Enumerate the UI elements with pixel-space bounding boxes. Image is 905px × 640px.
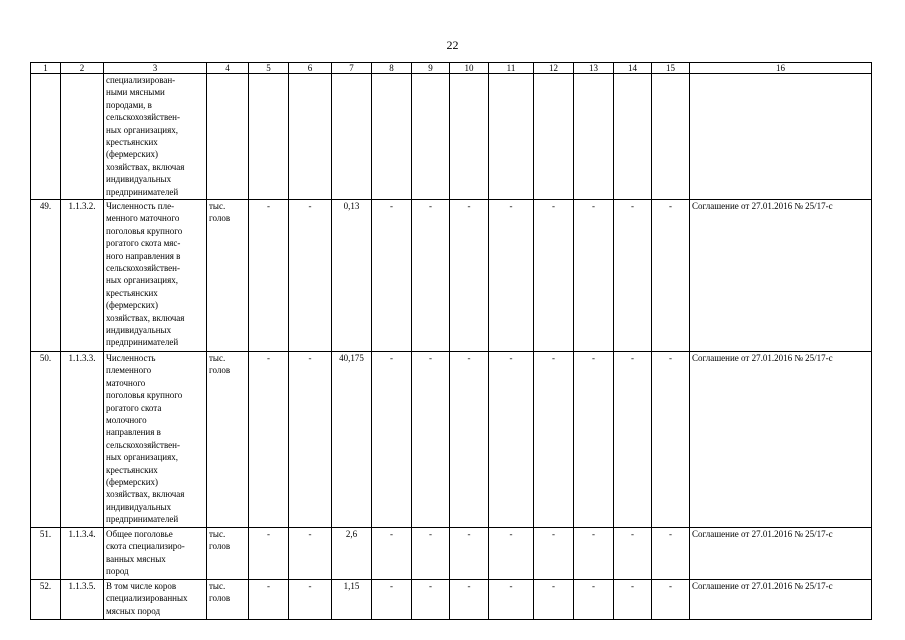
row-number: 52.: [31, 580, 61, 620]
value-cell: -: [450, 580, 489, 620]
indicator-code: 1.1.3.2.: [61, 200, 104, 352]
value-cell: [450, 74, 489, 200]
value-cell: [289, 74, 332, 200]
unit-cell: тыс. голов: [207, 528, 249, 580]
column-header: 11: [489, 63, 534, 74]
indicator-code: 1.1.3.5.: [61, 580, 104, 620]
value-cell: -: [534, 200, 574, 352]
column-number-row: [31, 63, 872, 74]
value-cell: -: [489, 200, 534, 352]
value-cell: -: [412, 580, 450, 620]
value-cell: -: [652, 200, 690, 352]
indicator-description: Численность пле- менного маточного поголовья крупного рогатого скота мяс- ного направления в сельскохозяйствен- ных организациях, крестьянских (фермерских) хозяйствах, включая индивидуальных предпринимателей: [104, 200, 207, 352]
value-cell: -: [372, 528, 412, 580]
column-header: 10: [450, 63, 489, 74]
column-header: 1: [31, 63, 61, 74]
value-cell: -: [372, 200, 412, 352]
value-cell: [614, 74, 652, 200]
column-header: 7: [332, 63, 372, 74]
unit-cell: тыс. голов: [207, 200, 249, 352]
value-cell: -: [372, 580, 412, 620]
row-number: 50.: [31, 352, 61, 528]
page-number: 22: [446, 38, 459, 52]
value-cell: -: [450, 200, 489, 352]
value-cell: -: [534, 528, 574, 580]
value-cell: [534, 74, 574, 200]
indicator-code: 1.1.3.3.: [61, 352, 104, 528]
value-cell: -: [614, 352, 652, 528]
value-cell: -: [450, 528, 489, 580]
value-cell: [332, 74, 372, 200]
value-cell: -: [652, 528, 690, 580]
value-cell: -: [289, 580, 332, 620]
value-cell: -: [614, 528, 652, 580]
source-note: Соглашение от 27.01.2016 № 25/17-с: [690, 200, 872, 352]
value-cell: [372, 74, 412, 200]
value-cell: -: [574, 352, 614, 528]
value-cell: -: [372, 352, 412, 528]
value-cell: -: [574, 528, 614, 580]
row-number: 51.: [31, 528, 61, 580]
table-row: [31, 528, 872, 580]
column-header: 4: [207, 63, 249, 74]
value-cell: -: [289, 200, 332, 352]
value-cell: [489, 74, 534, 200]
indicator-description: В том числе коров специализированных мясных пород: [104, 580, 207, 620]
value-cell: -: [289, 528, 332, 580]
value-cell: -: [412, 528, 450, 580]
source-note: Соглашение от 27.01.2016 № 25/17-с: [690, 352, 872, 528]
table-row: [31, 74, 872, 200]
value-cell: -: [652, 352, 690, 528]
value-cell: -: [450, 352, 489, 528]
table-row: [31, 200, 872, 352]
value-cell: -: [249, 580, 289, 620]
value-cell: 0,13: [332, 200, 372, 352]
row-number: [31, 74, 61, 200]
unit-cell: [207, 74, 249, 200]
value-cell: -: [534, 352, 574, 528]
value-cell: [249, 74, 289, 200]
table-row: [31, 580, 872, 620]
value-cell: -: [489, 528, 534, 580]
value-cell: -: [652, 580, 690, 620]
column-header: 13: [574, 63, 614, 74]
column-header: 14: [614, 63, 652, 74]
value-cell: -: [249, 352, 289, 528]
value-cell: [574, 74, 614, 200]
indicator-description: Численность племенного маточного поголовья крупного рогатого скота молочного направления в сельскохозяйствен- ных организациях, крестьянских (фермерских) хозяйствах, включая индивидуальных предпринимателей: [104, 352, 207, 528]
column-header: 12: [534, 63, 574, 74]
column-header: 8: [372, 63, 412, 74]
column-header: 15: [652, 63, 690, 74]
column-header: 5: [249, 63, 289, 74]
indicator-code: [61, 74, 104, 200]
column-header: 6: [289, 63, 332, 74]
value-cell: 2,6: [332, 528, 372, 580]
value-cell: -: [574, 580, 614, 620]
value-cell: -: [614, 200, 652, 352]
table-row: [31, 352, 872, 528]
value-cell: [652, 74, 690, 200]
value-cell: -: [249, 200, 289, 352]
source-note: [690, 74, 872, 200]
value-cell: -: [412, 200, 450, 352]
value-cell: -: [249, 528, 289, 580]
column-header: 2: [61, 63, 104, 74]
value-cell: -: [489, 580, 534, 620]
value-cell: -: [574, 200, 614, 352]
value-cell: -: [534, 580, 574, 620]
value-cell: -: [614, 580, 652, 620]
row-number: 49.: [31, 200, 61, 352]
indicator-table: [30, 62, 872, 620]
column-header: 9: [412, 63, 450, 74]
source-note: Соглашение от 27.01.2016 № 25/17-с: [690, 528, 872, 580]
value-cell: [412, 74, 450, 200]
value-cell: -: [289, 352, 332, 528]
source-note: Соглашение от 27.01.2016 № 25/17-с: [690, 580, 872, 620]
indicator-description: специализирован- ными мясными породами, в сельскохозяйствен- ных организациях, крестьянских (фермерских) хозяйствах, включая индивидуальных предпринимателей: [104, 74, 207, 200]
indicator-code: 1.1.3.4.: [61, 528, 104, 580]
column-header: 16: [690, 63, 872, 74]
indicator-description: Общее поголовье скота специализиро- ванных мясных пород: [104, 528, 207, 580]
column-header: 3: [104, 63, 207, 74]
value-cell: -: [412, 352, 450, 528]
unit-cell: тыс. голов: [207, 352, 249, 528]
value-cell: 1,15: [332, 580, 372, 620]
value-cell: 40,175: [332, 352, 372, 528]
value-cell: -: [489, 352, 534, 528]
unit-cell: тыс. голов: [207, 580, 249, 620]
